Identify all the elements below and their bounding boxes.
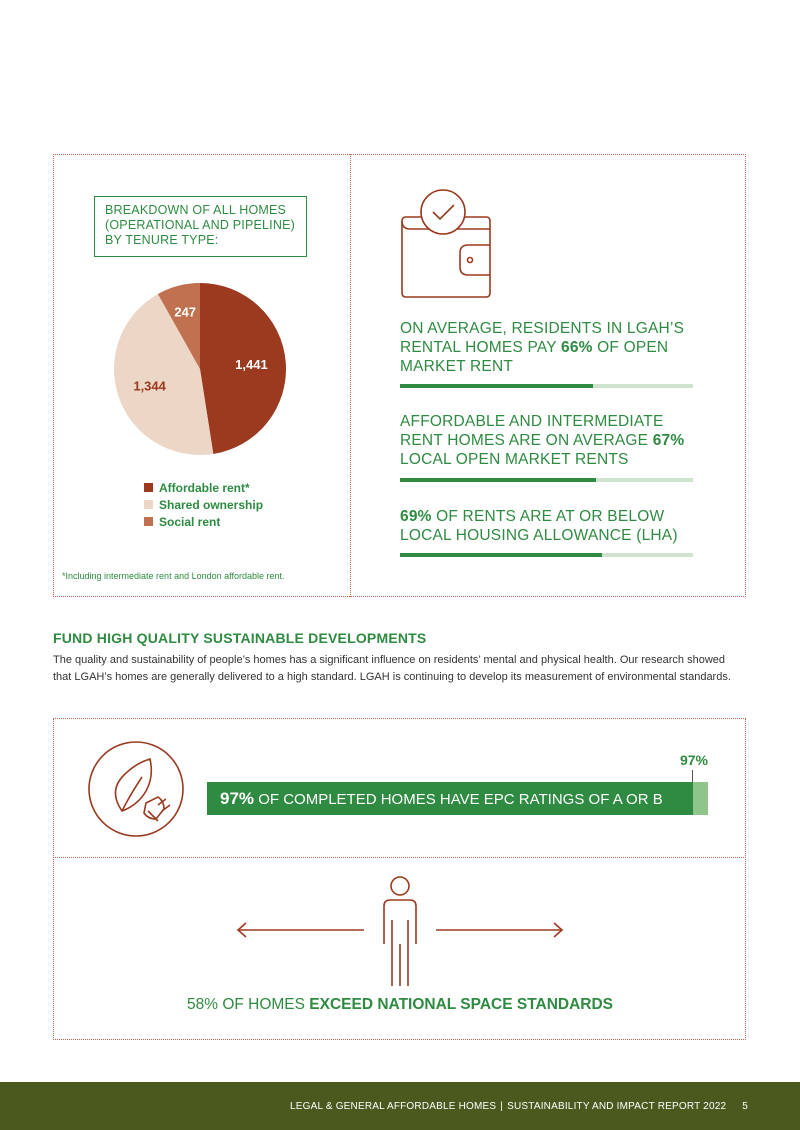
epc-value: 97% xyxy=(220,789,255,808)
epc-percent-label: 97% xyxy=(679,752,708,768)
stat-text: OF OPEN MARKET RENT xyxy=(400,339,669,375)
section-title: FUND HIGH QUALITY SUSTAINABLE DEVELOPMENTS xyxy=(53,630,427,646)
pie-title-line: (OPERATIONAL AND PIPELINE) xyxy=(105,218,295,232)
person-space-icon xyxy=(236,876,564,988)
pie-data-label: 247 xyxy=(174,304,197,320)
progress-bar-affordable xyxy=(400,478,693,482)
progress-fill xyxy=(400,478,596,482)
footer-report: SUSTAINABILITY AND IMPACT REPORT 2022 xyxy=(507,1101,727,1112)
legend-label: Affordable rent* xyxy=(159,480,250,495)
stat-text: LOCAL OPEN MARKET RENTS xyxy=(400,451,629,468)
pie-data-label: 1,344 xyxy=(133,378,166,394)
stat-text: ON AVERAGE, RESIDENTS IN LGAH’S RENTAL HOMES PAY xyxy=(400,320,685,356)
progress-fill xyxy=(400,553,602,557)
panel-divider xyxy=(53,857,746,858)
stat-text: OF RENTS ARE AT OR BELOW LOCAL HOUSING ALLOWANCE (LHA) xyxy=(400,508,678,544)
stat-lha xyxy=(400,507,695,545)
legend-swatch xyxy=(144,500,153,509)
section-body: The quality and sustainability of people’s homes has a significant influence on residents’ mental and physical health. Our research showed that LGAH’s homes are generally delivered to a high standard. LGAH is continuing to develop its measurement of environmental standards. xyxy=(53,654,731,683)
wallet-check-icon xyxy=(398,185,494,301)
epc-text xyxy=(220,782,663,815)
page-number: 5 xyxy=(742,1101,748,1112)
legend-item-social xyxy=(144,513,263,530)
space-text-bold: EXCEED NATIONAL SPACE STANDARDS xyxy=(309,996,614,1013)
stat-rental-pay xyxy=(400,319,695,376)
legend-swatch xyxy=(144,517,153,526)
legend-item-shared xyxy=(144,496,263,513)
stat-value: 69% xyxy=(400,508,432,525)
legend-item-affordable xyxy=(144,479,263,496)
panel-divider xyxy=(350,154,351,597)
stat-affordable-rent xyxy=(400,412,695,469)
footer-text xyxy=(290,1101,748,1112)
footnote: *Including intermediate rent and London affordable rent. xyxy=(62,571,285,581)
pie-title-box xyxy=(94,196,307,257)
progress-bar-lha xyxy=(400,553,693,557)
leaf-plug-icon xyxy=(86,739,186,839)
progress-fill xyxy=(400,384,593,388)
pie-legend xyxy=(144,479,263,530)
tenure-pie-chart xyxy=(110,279,290,459)
legend-swatch xyxy=(144,483,153,492)
space-standards-text xyxy=(0,996,800,1014)
progress-bar-rental xyxy=(400,384,693,388)
stat-value: 67% xyxy=(652,432,685,449)
stat-text: AFFORDABLE AND INTERMEDIATE RENT HOMES ARE ON AVERAGE xyxy=(400,413,664,449)
pie-title-line: BY TENURE TYPE: xyxy=(105,233,219,247)
epc-bar xyxy=(207,782,708,815)
legend-label: Social rent xyxy=(159,514,221,529)
pie-title-line: BREAKDOWN OF ALL HOMES xyxy=(105,203,287,217)
stat-value: 66% xyxy=(561,339,593,356)
legend-label: Shared ownership xyxy=(159,497,264,512)
footer xyxy=(0,1082,800,1130)
pie-data-label: 1,441 xyxy=(235,356,268,372)
footer-separator: | xyxy=(500,1101,504,1112)
footer-org: LEGAL & GENERAL AFFORDABLE HOMES xyxy=(290,1101,497,1112)
epc-description: OF COMPLETED HOMES HAVE EPC RATINGS OF A OR B xyxy=(254,791,663,808)
space-text-pre: 58% OF HOMES xyxy=(186,996,310,1013)
